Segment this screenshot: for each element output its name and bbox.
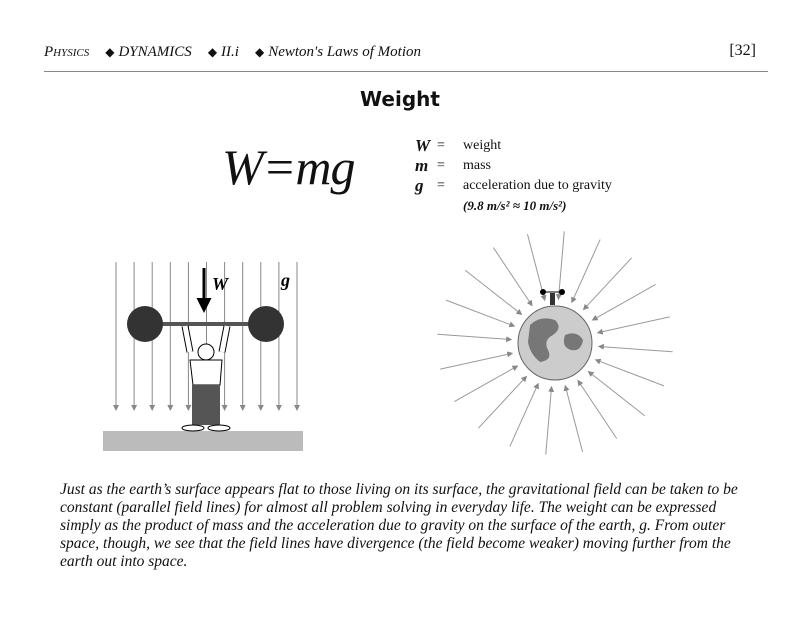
field-line (546, 387, 552, 455)
bullet-icon: ◆ (105, 45, 115, 59)
field-line (437, 334, 511, 339)
legend-symbol: m (415, 156, 429, 175)
field-line (510, 384, 538, 447)
field-line (565, 386, 582, 452)
legend-symbol: g (415, 176, 424, 195)
page-title: Weight (360, 87, 440, 111)
header-chapter: Newton's Laws of Motion (268, 44, 422, 60)
barbell-weight-right (248, 306, 284, 342)
field-line (596, 360, 664, 386)
weight-formula: W=mg (222, 139, 355, 195)
legend-note: (9.8 m/s² ≈ 10 m/s²) (463, 198, 567, 213)
header-subject: Physics (44, 44, 90, 60)
legend-desc: mass (463, 158, 491, 173)
barbell-weight-left (127, 306, 163, 342)
header-section: II.i (221, 44, 239, 60)
legend-equals: = (437, 138, 445, 153)
bullet-icon: ◆ (207, 45, 218, 59)
field-line (440, 353, 512, 369)
field-line (599, 346, 673, 351)
field-line (558, 231, 564, 299)
header-topic: DYNAMICS (118, 44, 192, 60)
field-line (598, 317, 670, 333)
legend-desc: acceleration due to gravity (463, 178, 612, 193)
legend-desc: weight (463, 138, 502, 153)
ground (103, 431, 303, 451)
page-number: [32] (729, 42, 756, 59)
field-label: g (281, 270, 290, 290)
field-line (446, 300, 514, 326)
bullet-icon: ◆ (254, 45, 265, 59)
legend-equals: = (437, 158, 445, 173)
weight-label: W (212, 274, 229, 294)
legend-symbol: W (415, 136, 431, 155)
body-paragraph: Just as the earth’s surface appears flat to those living on its surface, the gravitational field can be taken to be constant (parallel field lines) for almost all problem solving in everyday life. The weight can be expressed simply as the product of mass and the acceleration due to gravity on the surface of the earth, g. From outer space, though, we see that the field lines have divergence (the field become weaker) moving further from the earth out into space. (60, 481, 738, 570)
field-line (572, 240, 600, 303)
legend-equals: = (437, 178, 445, 193)
